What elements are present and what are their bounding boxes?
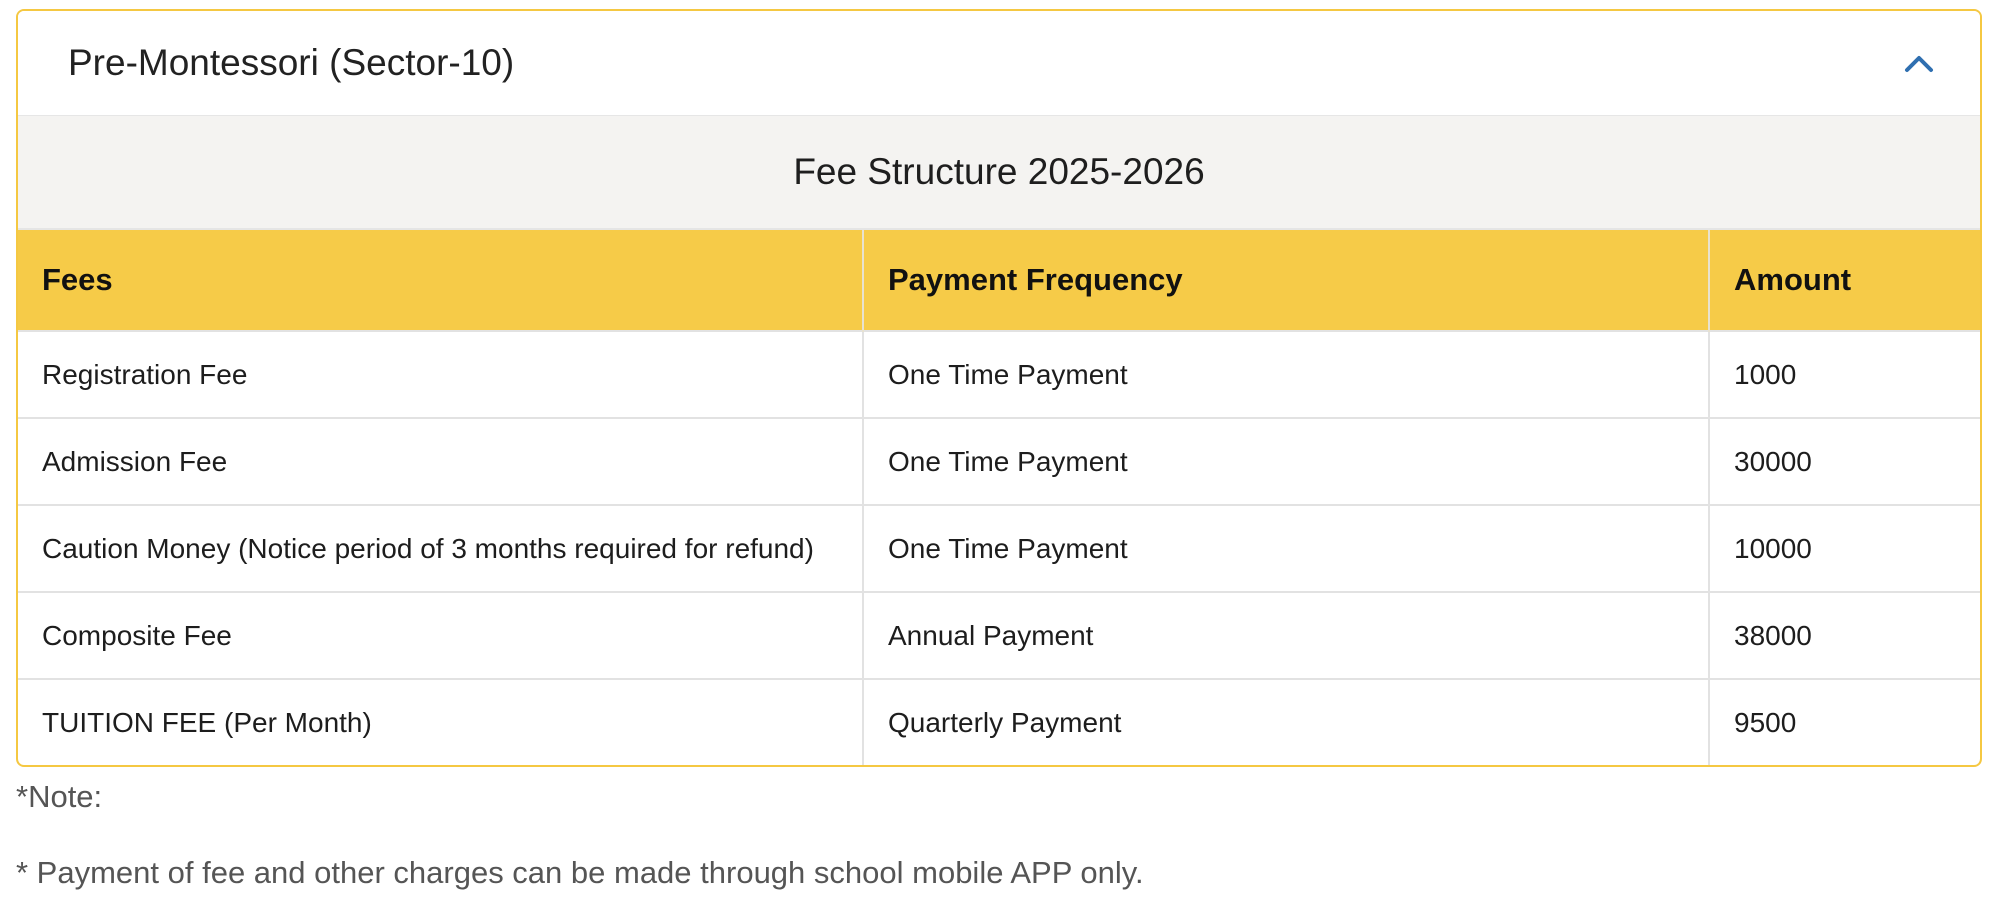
amount-cell: 30000 <box>1709 418 1980 505</box>
amount-cell: 10000 <box>1709 505 1980 592</box>
payment-frequency-cell: Quarterly Payment <box>863 679 1709 765</box>
fee-table <box>18 230 1980 765</box>
amount-cell: 1000 <box>1709 331 1980 418</box>
table-row <box>18 679 1980 765</box>
payment-frequency-cell: One Time Payment <box>863 331 1709 418</box>
chevron-up-icon[interactable] <box>1904 48 1934 78</box>
fee-structure-caption: Fee Structure 2025-2026 <box>18 116 1980 230</box>
table-row <box>18 592 1980 679</box>
fee-name-cell: Composite Fee <box>18 592 863 679</box>
fee-name-cell: Registration Fee <box>18 331 863 418</box>
table-row <box>18 331 1980 418</box>
column-header-fees: Fees <box>18 230 863 331</box>
table-row <box>18 418 1980 505</box>
amount-cell: 38000 <box>1709 592 1980 679</box>
fee-name-cell: Caution Money (Notice period of 3 months required for refund) <box>18 505 863 592</box>
amount-cell: 9500 <box>1709 679 1980 765</box>
payment-frequency-cell: Annual Payment <box>863 592 1709 679</box>
fee-name-cell: Admission Fee <box>18 418 863 505</box>
fee-name-cell: TUITION FEE (Per Month) <box>18 679 863 765</box>
accordion-panel <box>16 9 1982 767</box>
payment-frequency-cell: One Time Payment <box>863 418 1709 505</box>
note-heading: *Note: <box>16 779 103 814</box>
payment-frequency-cell: One Time Payment <box>863 505 1709 592</box>
fee-section <box>16 9 1982 891</box>
table-row <box>18 505 1980 592</box>
column-header-amount: Amount <box>1709 230 1980 331</box>
accordion-header[interactable] <box>18 11 1980 116</box>
table-header-row <box>18 230 1980 331</box>
column-header-payment-frequency: Payment Frequency <box>863 230 1709 331</box>
note-text: * Payment of fee and other charges can be made through school mobile APP only. <box>16 855 1144 890</box>
accordion-title: Pre-Montessori (Sector-10) <box>68 42 515 83</box>
